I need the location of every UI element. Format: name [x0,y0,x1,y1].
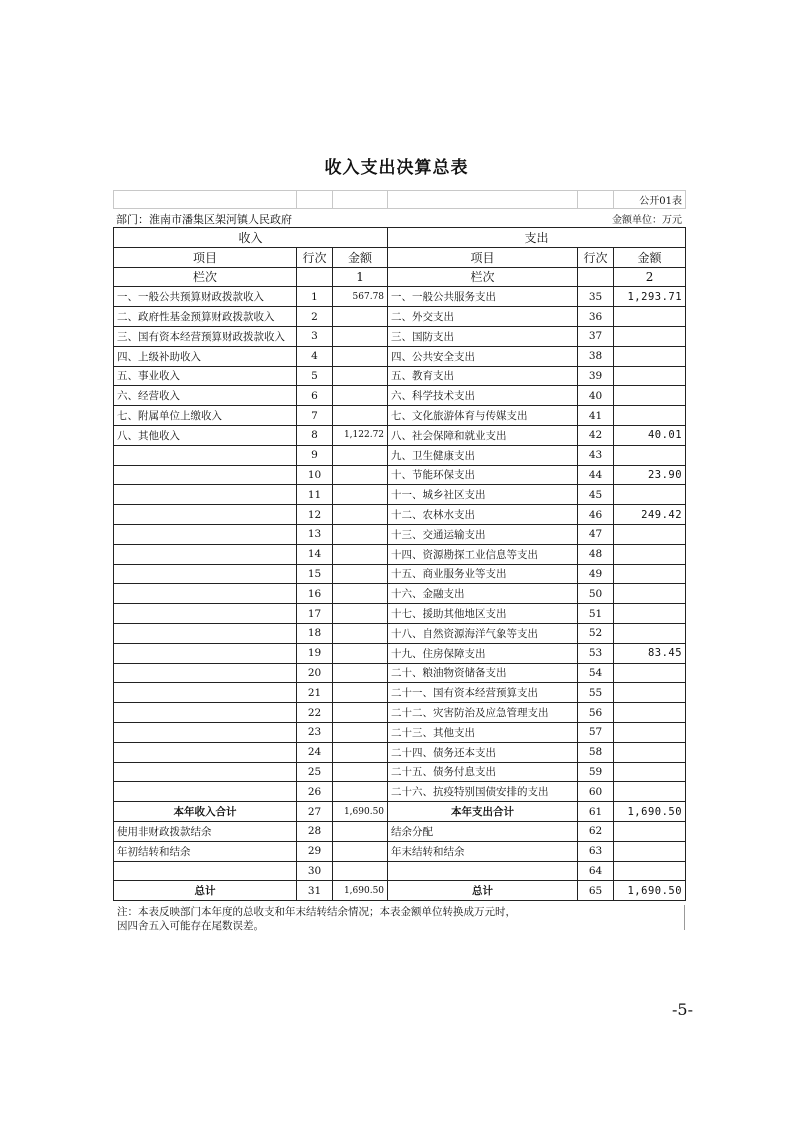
income-amount [333,307,388,327]
income-item: 七、附属单位上缴收入 [114,406,297,426]
column-index-row [114,267,686,287]
income-item: 四、上级补助收入 [114,346,297,366]
expense-line: 41 [578,406,614,426]
expense-amount [614,663,686,683]
table-row [114,821,686,841]
income-amount [333,861,388,881]
expense-amount [614,445,686,465]
table-row [114,584,686,604]
form-code-row [113,190,686,209]
expense-amount [614,604,686,624]
income-item [114,663,297,683]
expense-item: 十八、自然资源海洋气象等支出 [388,623,578,643]
income-item: 六、经营收入 [114,386,297,406]
expense-line: 49 [578,564,614,584]
expense-amount [614,326,686,346]
expense-amount [614,782,686,802]
expense-amount: 249.42 [614,505,686,525]
page-number: -5- [672,1000,693,1019]
grand-total-row [114,881,686,901]
total-row [114,802,686,822]
income-item [114,623,297,643]
expense-item: 总计 [388,881,578,901]
table-row [114,445,686,465]
income-amount [333,742,388,762]
expense-line: 36 [578,307,614,327]
income-item [114,524,297,544]
expense-line: 62 [578,821,614,841]
income-amount [333,445,388,465]
income-amount [333,544,388,564]
income-line-header: 行次 [297,247,333,267]
income-line: 20 [297,663,333,683]
section-header-row [114,228,686,248]
income-item: 总计 [114,881,297,901]
expense-line: 42 [578,425,614,445]
expense-item: 二十二、灾害防治及应急管理支出 [388,703,578,723]
expense-item: 四、公共安全支出 [388,346,578,366]
expense-item: 八、社会保障和就业支出 [388,425,578,445]
expense-item: 二十五、债务付息支出 [388,762,578,782]
expense-item: 十四、资源勘探工业信息等支出 [388,544,578,564]
expense-line: 51 [578,604,614,624]
table-row [114,722,686,742]
expense-item: 二十一、国有资本经营预算支出 [388,683,578,703]
table-row [114,762,686,782]
table-row [114,564,686,584]
income-line: 14 [297,544,333,564]
income-line: 15 [297,564,333,584]
income-line: 1 [297,287,333,307]
expense-line: 48 [578,544,614,564]
department-label: 部门：淮南市潘集区架河镇人民政府 [116,212,292,226]
expense-item: 七、文化旅游体育与传媒支出 [388,406,578,426]
expense-line: 54 [578,663,614,683]
income-item: 一、一般公共预算财政拨款收入 [114,287,297,307]
expense-item: 结余分配 [388,821,578,841]
expense-amount [614,366,686,386]
expense-line: 65 [578,881,614,901]
income-line: 22 [297,703,333,723]
expense-line: 43 [578,445,614,465]
income-amount [333,683,388,703]
expense-item: 二十、粮油物资储备支出 [388,663,578,683]
expense-amount [614,386,686,406]
income-line: 2 [297,307,333,327]
income-line: 10 [297,465,333,485]
income-item: 年初结转和结余 [114,841,297,861]
income-amount [333,604,388,624]
income-amount [333,623,388,643]
income-line: 5 [297,366,333,386]
expense-item: 十九、住房保障支出 [388,643,578,663]
income-item: 使用非财政拨款结余 [114,821,297,841]
income-item [114,505,297,525]
table-row [114,643,686,663]
expense-line: 61 [578,802,614,822]
column-header-row [114,247,686,267]
income-amount [333,703,388,723]
expense-amount [614,762,686,782]
income-line: 4 [297,346,333,366]
income-amount: 567.78 [333,287,388,307]
expense-line: 60 [578,782,614,802]
income-amount [333,346,388,366]
expense-amount-header: 金额 [614,247,686,267]
expense-amount [614,861,686,881]
expense-line: 64 [578,861,614,881]
expense-amount [614,544,686,564]
income-line: 16 [297,584,333,604]
expense-line: 40 [578,386,614,406]
income-amount [333,406,388,426]
income-column-label: 栏次 [114,267,297,287]
expense-line: 46 [578,505,614,525]
expense-item: 十二、农林水支出 [388,505,578,525]
expense-amount: 40.01 [614,425,686,445]
income-line: 19 [297,643,333,663]
footnote-line-1: 注：本表反映部门本年度的总收支和年末结转结余情况；本表金额单位转换成万元时， [117,906,516,918]
table-row [114,861,686,881]
income-line: 17 [297,604,333,624]
income-line: 29 [297,841,333,861]
income-amount [333,366,388,386]
income-amount: 1,122.72 [333,425,388,445]
table-row [114,544,686,564]
expense-amount [614,584,686,604]
income-item [114,485,297,505]
expense-amount: 83.45 [614,643,686,663]
income-item [114,722,297,742]
income-line: 30 [297,861,333,881]
table-row [114,346,686,366]
table-row [114,703,686,723]
table-row [114,406,686,426]
expense-item: 十三、交通运输支出 [388,524,578,544]
expense-item: 一、一般公共服务支出 [388,287,578,307]
expense-column-index: 2 [614,267,686,287]
expense-line: 39 [578,366,614,386]
income-line: 3 [297,326,333,346]
expense-item: 十六、金融支出 [388,584,578,604]
income-line: 13 [297,524,333,544]
income-amount [333,722,388,742]
income-item [114,762,297,782]
expense-amount [614,683,686,703]
expense-amount [614,742,686,762]
expense-line: 56 [578,703,614,723]
expense-line: 50 [578,584,614,604]
income-line: 9 [297,445,333,465]
expense-amount: 1,293.71 [614,287,686,307]
table-row [114,841,686,861]
expense-amount [614,307,686,327]
income-amount [333,564,388,584]
expense-line-header: 行次 [578,247,614,267]
expense-line: 44 [578,465,614,485]
income-line: 8 [297,425,333,445]
income-item [114,683,297,703]
page-title: 收入支出决算总表 [324,158,469,178]
income-line: 27 [297,802,333,822]
expense-line: 59 [578,762,614,782]
income-amount [333,524,388,544]
expense-item: 本年支出合计 [388,802,578,822]
income-item: 五、事业收入 [114,366,297,386]
expense-line: 37 [578,326,614,346]
expense-item: 九、卫生健康支出 [388,445,578,465]
expense-amount [614,346,686,366]
income-amount [333,821,388,841]
expense-amount [614,703,686,723]
expense-amount [614,841,686,861]
income-item [114,544,297,564]
expense-amount [614,564,686,584]
department-row [113,210,685,227]
income-item [114,604,297,624]
income-item [114,445,297,465]
table-row [114,465,686,485]
expense-item: 三、国防支出 [388,326,578,346]
income-item [114,584,297,604]
table-row [114,386,686,406]
expense-item: 五、教育支出 [388,366,578,386]
expense-item [388,861,578,881]
income-line: 23 [297,722,333,742]
expense-amount [614,623,686,643]
expense-line: 45 [578,485,614,505]
income-line: 6 [297,386,333,406]
table-row [114,326,686,346]
expense-amount: 23.90 [614,465,686,485]
income-item [114,861,297,881]
expense-item: 二十三、其他支出 [388,722,578,742]
expense-amount [614,485,686,505]
income-item-header: 项目 [114,247,297,267]
income-amount-header: 金额 [333,247,388,267]
expense-item-header: 项目 [388,247,578,267]
expense-item: 十七、援助其他地区支出 [388,604,578,624]
table-row [114,505,686,525]
income-amount [333,465,388,485]
income-header: 收入 [114,228,388,248]
table-row [114,307,686,327]
expense-line: 58 [578,742,614,762]
income-expense-table [113,227,686,901]
income-item [114,782,297,802]
income-line: 24 [297,742,333,762]
expense-header: 支出 [388,228,686,248]
income-amount [333,762,388,782]
table-row [114,425,686,445]
income-line: 18 [297,623,333,643]
expense-item: 十、节能环保支出 [388,465,578,485]
income-column-index: 1 [333,267,388,287]
expense-line: 55 [578,683,614,703]
income-amount [333,584,388,604]
income-line: 28 [297,821,333,841]
expense-amount [614,406,686,426]
expense-line: 57 [578,722,614,742]
expense-item: 十一、城乡社区支出 [388,485,578,505]
income-amount [333,643,388,663]
table-row [114,366,686,386]
income-amount [333,386,388,406]
expense-line: 53 [578,643,614,663]
income-line: 11 [297,485,333,505]
expense-amount [614,821,686,841]
income-amount [333,485,388,505]
table-row [114,683,686,703]
expense-amount [614,524,686,544]
footnote [117,905,516,933]
income-line: 25 [297,762,333,782]
table-row [114,623,686,643]
income-amount [333,663,388,683]
expense-amount: 1,690.50 [614,802,686,822]
expense-item: 二、外交支出 [388,307,578,327]
expense-amount [614,722,686,742]
income-item: 二、政府性基金预算财政拨款收入 [114,307,297,327]
income-item [114,643,297,663]
expense-item: 二十四、债务还本支出 [388,742,578,762]
table-row [114,485,686,505]
income-line: 12 [297,505,333,525]
table-row [114,287,686,307]
income-item [114,564,297,584]
margin-line [684,905,685,930]
table-row [114,524,686,544]
income-item: 三、国有资本经营预算财政拨款收入 [114,326,297,346]
footnote-line-2: 因四舍五入可能存在尾数误差。 [117,920,264,932]
income-amount [333,326,388,346]
income-amount [333,782,388,802]
expense-line: 38 [578,346,614,366]
expense-item: 二十六、抗疫特别国债安排的支出 [388,782,578,802]
expense-amount: 1,690.50 [614,881,686,901]
expense-line: 47 [578,524,614,544]
table-row [114,663,686,683]
form-code: 公开01表 [614,191,686,209]
income-item [114,742,297,762]
income-item: 本年收入合计 [114,802,297,822]
table-row [114,604,686,624]
income-item [114,465,297,485]
income-amount: 1,690.50 [333,881,388,901]
expense-column-label: 栏次 [388,267,578,287]
income-line: 26 [297,782,333,802]
expense-item: 年末结转和结余 [388,841,578,861]
income-line: 31 [297,881,333,901]
table-row [114,742,686,762]
expense-item: 六、科学技术支出 [388,386,578,406]
income-line: 7 [297,406,333,426]
table-row [114,782,686,802]
income-line: 21 [297,683,333,703]
expense-item: 十五、商业服务业等支出 [388,564,578,584]
expense-line: 35 [578,287,614,307]
expense-line: 63 [578,841,614,861]
income-amount [333,841,388,861]
income-amount: 1,690.50 [333,802,388,822]
expense-line: 52 [578,623,614,643]
unit-label: 金额单位：万元 [612,215,682,226]
income-item: 八、其他收入 [114,425,297,445]
income-item [114,703,297,723]
income-amount [333,505,388,525]
